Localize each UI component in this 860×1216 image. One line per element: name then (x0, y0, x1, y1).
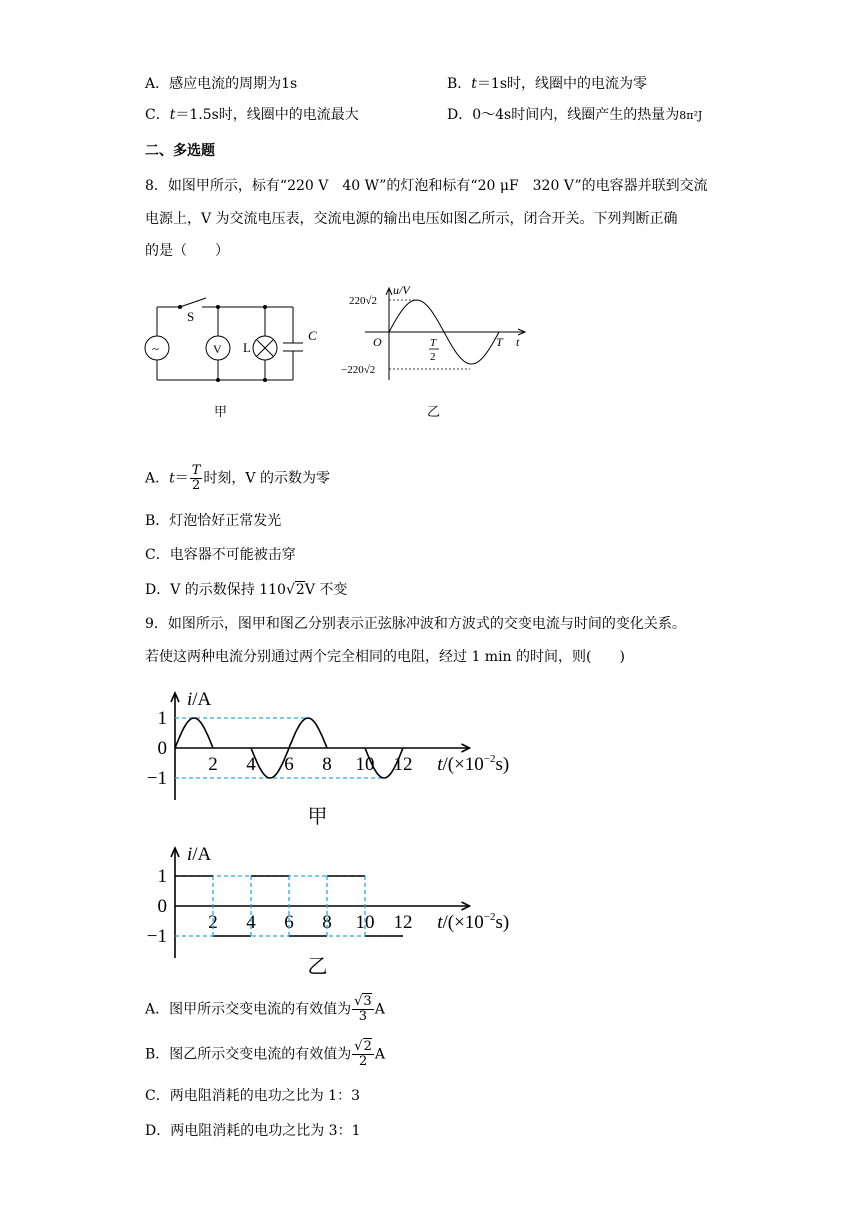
q9-option-a-num: √3 (354, 994, 372, 1009)
x-tick-label: 6 (284, 912, 294, 933)
q9-option-b-num: √2 (354, 1039, 372, 1054)
y-axis-label: u/V (393, 283, 410, 297)
sine-segment-1 (175, 718, 213, 748)
q7-option-b[interactable] (447, 70, 647, 98)
q9-option-a[interactable] (145, 995, 385, 1024)
q8-option-a-var: t (169, 470, 175, 487)
q8-option-d-suffix: V 不变 (304, 582, 348, 598)
x-tick-label: 8 (322, 912, 332, 933)
q9-option-a-fraction (352, 995, 374, 1024)
q8-option-d-sqrt-value: 2 (295, 582, 305, 598)
x-tick-label: 12 (393, 754, 413, 775)
y-tick-label: 0 (157, 738, 167, 759)
x-tick-label: 2 (208, 912, 218, 933)
y-axis-label: i/A (187, 689, 212, 710)
x-axis-label: $t/(\times 10^{-2}s)$ (437, 911, 510, 933)
lamp-label: L (243, 340, 251, 355)
q7-option-d[interactable] (447, 101, 702, 130)
q9-option-b-prefix: B．图乙所示交变电流的有效值为 (145, 1046, 352, 1063)
q9-option-a-den: 3 (358, 1009, 368, 1024)
q9-option-b-den: 2 (358, 1054, 368, 1069)
x-tick-label: 4 (246, 754, 256, 775)
x-tick-label: 2 (208, 754, 218, 775)
y-tick-label: −1 (146, 768, 167, 789)
q8-option-a-text: 时刻，V 的示数为零 (203, 470, 330, 487)
q7-option-c-prefix: C． (145, 107, 170, 123)
q7-option-a[interactable]: A．感应电流的周期为1s (145, 76, 298, 92)
q7-option-c[interactable] (145, 101, 359, 129)
circuit-diagram (140, 280, 340, 425)
q8-option-d-sqrt: √2 (285, 582, 305, 598)
q9-option-b-unit: A (374, 1046, 385, 1063)
q9-option-b[interactable] (145, 1040, 385, 1069)
voltmeter-label: V (213, 342, 222, 356)
q7-option-c-var: t (169, 107, 176, 123)
q8-option-a-den: 2 (191, 478, 201, 493)
voltage-waveform (335, 280, 535, 425)
q9-option-a-num-value: 3 (363, 994, 372, 1009)
q7-option-b-prefix: B． (447, 76, 472, 92)
q8-option-a-eq: ＝ (174, 470, 189, 487)
figure-yi-caption: 乙 (427, 404, 441, 419)
q9-option-a-prefix: A．图甲所示交变电流的有效值为 (145, 1001, 352, 1018)
q9-option-d[interactable]: D．两电阻消耗的电功之比为 3：1 (145, 1123, 361, 1139)
x-tick-label: 4 (246, 912, 256, 933)
source-label: ~ (152, 341, 160, 356)
chart-caption: 乙 (307, 956, 328, 978)
q8-stem-line3: 的是（ ） (145, 243, 229, 259)
y-tick-label: 0 (157, 896, 167, 917)
x-tick-label: 10 (355, 754, 375, 775)
sine-segment-3 (289, 718, 327, 748)
switch-blade (180, 298, 206, 307)
section-title: 二、多选题 (145, 143, 215, 159)
chart-yi (140, 838, 540, 978)
q8-option-c[interactable]: C．电容器不可能被击穿 (145, 547, 296, 563)
q7-option-d-value: 8π²J (679, 109, 703, 122)
x-tick-label: 10 (355, 912, 375, 933)
y-tick-label: 1 (157, 866, 167, 887)
ymax-label: 220√2 (349, 295, 378, 307)
q7-option-c-text: ＝1.5s时，线圈中的电流最大 (175, 107, 359, 123)
q9-option-b-num-value: 2 (363, 1039, 372, 1054)
q8-stem-line1: 8．如图甲所示，标有“220 V 40 W”的灯泡和标有“20 μF 320 V”的电容器并联到交流 (145, 178, 708, 194)
x-tick-label: 6 (284, 754, 294, 775)
q7-option-b-var: t (471, 76, 477, 92)
chart-caption: 甲 (307, 806, 328, 828)
q7-option-d-text: D．0～4s时间内，线圈产生的热量为 (447, 107, 680, 123)
y-axis-label: i/A (187, 844, 212, 865)
y-tick-label: −1 (146, 926, 167, 947)
q8-option-b[interactable]: B．灯泡恰好正常发光 (145, 513, 282, 529)
q9-option-c[interactable]: C．两电阻消耗的电功之比为 1：3 (145, 1088, 360, 1104)
period-label: T (496, 335, 503, 349)
q9-option-a-unit: A (374, 1001, 385, 1018)
origin-label: O (373, 335, 382, 349)
figure-jia-caption: 甲 (214, 404, 228, 419)
ymin-label: −220√2 (341, 364, 376, 376)
switch-label: S (187, 309, 195, 324)
x-tick-label: 12 (393, 912, 413, 933)
q9-stem-line2: 若使这两种电流分别通过两个完全相同的电阻，经过 1 min 的时间，则( ) (145, 649, 625, 665)
q8-stem-line2: 电源上，V 为交流电压表，交流电源的输出电压如图乙所示，闭合开关。下列判断正确 (145, 211, 678, 227)
x-axis-label: $t/(\times 10^{-2}s)$ (437, 753, 510, 775)
q8-option-d[interactable] (145, 576, 347, 604)
q8-option-a[interactable] (145, 464, 330, 493)
q7-option-b-text: ＝1s时，线圈中的电流为零 (476, 76, 648, 92)
half-period-den: 2 (430, 351, 436, 363)
q8-option-a-num: T (191, 463, 201, 478)
x-axis-label: t (516, 335, 520, 349)
q8-option-d-prefix: D．V 的示数保持 110 (145, 582, 286, 598)
chart-jia (140, 683, 540, 828)
q9-option-b-fraction (352, 1040, 374, 1069)
half-period-num: T (430, 337, 437, 349)
q9-stem-line1: 9．如图所示，图甲和图乙分别表示正弦脉冲波和方波式的交变电流与时间的变化关系。 (145, 616, 686, 632)
q8-option-a-fraction (190, 464, 203, 493)
capacitor-label: C (308, 328, 317, 343)
x-tick-label: 8 (322, 754, 332, 775)
y-tick-label: 1 (157, 708, 167, 729)
q8-option-a-prefix: A． (145, 470, 170, 487)
